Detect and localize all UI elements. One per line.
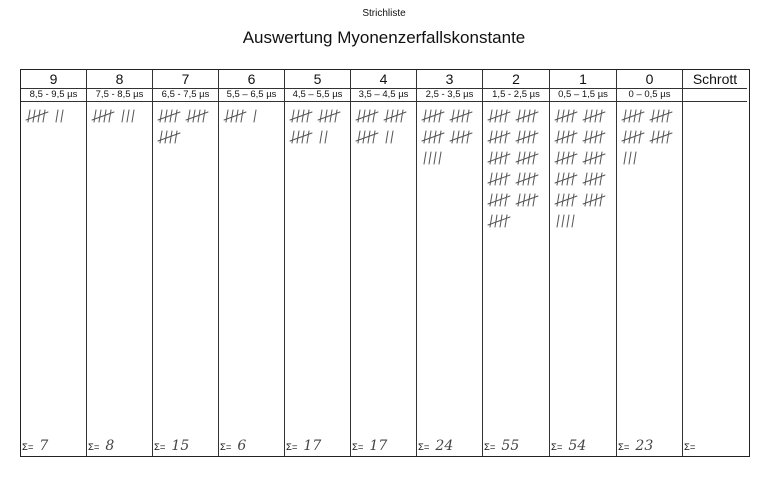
tally-stroke (523, 110, 525, 122)
sum-value: 8 (105, 438, 115, 454)
tally-stroke (629, 110, 631, 122)
sum-value: 23 (635, 438, 654, 454)
column-range: 1,5 - 2,5 µs (483, 89, 549, 102)
tally-stroke (590, 110, 592, 122)
tally-stroke (335, 110, 337, 122)
tally-stroke (160, 131, 162, 143)
tally-group (583, 173, 605, 185)
tally-stroke (391, 110, 393, 122)
tally-stroke (657, 131, 659, 143)
column-range: 3,5 – 4,5 µs (351, 89, 416, 102)
tally-svg (355, 108, 417, 154)
column-range: 5,5 – 6,5 µs (219, 89, 284, 102)
tally-stroke (165, 110, 167, 122)
tally-stroke (505, 194, 507, 206)
tally-group (622, 131, 644, 143)
sum-label: Σ= (352, 442, 364, 453)
tally-marks (487, 108, 549, 238)
column-sum (684, 438, 701, 454)
tally-stroke (634, 152, 636, 164)
tally-stroke (429, 131, 431, 143)
tally-stroke (363, 110, 365, 122)
tally-stroke (518, 173, 520, 185)
tally-stroke (533, 173, 535, 185)
column-range: 7,5 - 8,5 µs (87, 89, 152, 102)
tally-stroke (600, 152, 602, 164)
tally-stroke (424, 110, 426, 122)
tally-stroke (61, 110, 63, 122)
tally-stroke (490, 173, 492, 185)
tally-stroke (307, 110, 309, 122)
column-label: 5 (285, 70, 350, 89)
tally-group (384, 110, 406, 122)
tally-stroke (241, 110, 243, 122)
tally-marks (157, 108, 219, 154)
tally-group (254, 110, 256, 122)
column-sum (88, 438, 114, 454)
tally-stroke (557, 131, 559, 143)
tally-stroke (667, 131, 669, 143)
tally-stroke (600, 194, 602, 206)
tally-group (516, 194, 538, 206)
tally-stroke (590, 152, 592, 164)
tally-stroke (557, 173, 559, 185)
column-8 (87, 70, 153, 456)
tally-stroke (590, 131, 592, 143)
tally-stroke (325, 131, 327, 143)
tally-group (516, 152, 538, 164)
tally-stroke (518, 110, 520, 122)
tally-stroke (160, 110, 162, 122)
column-sum (418, 438, 453, 454)
tally-stroke (495, 194, 497, 206)
tally-stroke (193, 110, 195, 122)
tally-stroke (523, 173, 525, 185)
tally-svg (223, 108, 285, 133)
tally-stroke (94, 110, 96, 122)
tally-stroke (585, 110, 587, 122)
tally-stroke (533, 131, 535, 143)
tally-group (488, 152, 510, 164)
tally-stroke (490, 131, 492, 143)
tally-group (158, 131, 180, 143)
tally-group (224, 110, 246, 122)
tally-stroke (652, 131, 654, 143)
tally-stroke (667, 110, 669, 122)
tally-stroke (562, 152, 564, 164)
column-sum (286, 438, 321, 454)
tally-stroke (358, 131, 360, 143)
tally-marks (421, 108, 483, 175)
tally-stroke (373, 131, 375, 143)
tally-stroke (434, 152, 436, 164)
column-label: 8 (87, 70, 152, 89)
tally-stroke (424, 131, 426, 143)
tally-stroke (439, 131, 441, 143)
column-label: 6 (219, 70, 284, 89)
tally-stroke (505, 110, 507, 122)
tally-stroke (452, 110, 454, 122)
tally-stroke (231, 110, 233, 122)
tally-stroke (28, 110, 30, 122)
tally-stroke (33, 110, 35, 122)
tally-group (488, 215, 510, 227)
tally-group (555, 152, 577, 164)
tally-group (488, 173, 510, 185)
tally-stroke (127, 110, 129, 122)
tally-stroke (452, 131, 454, 143)
tally-stroke (639, 110, 641, 122)
tally-stroke (429, 110, 431, 122)
tally-marks (91, 108, 153, 133)
tally-group (386, 131, 393, 143)
tally-stroke (518, 152, 520, 164)
tally-stroke (43, 110, 45, 122)
tally-marks (355, 108, 417, 154)
sum-label: Σ= (286, 442, 298, 453)
tally-group (290, 110, 312, 122)
column-6 (219, 70, 285, 456)
tally-stroke (401, 110, 403, 122)
sum-label: Σ= (418, 442, 430, 453)
sum-label: Σ= (551, 442, 563, 453)
sum-label: Σ= (154, 442, 166, 453)
tally-group (488, 110, 510, 122)
column-range: 4,5 – 5,5 µs (285, 89, 350, 102)
sum-label: Σ= (484, 442, 496, 453)
tally-svg (487, 108, 549, 238)
tally-stroke (557, 215, 559, 227)
sum-label: Σ= (684, 442, 696, 453)
tally-stroke (523, 131, 525, 143)
tally-stroke (495, 110, 497, 122)
tally-stroke (358, 110, 360, 122)
tally-stroke (572, 173, 574, 185)
sum-label: Σ= (88, 442, 100, 453)
tally-group (555, 194, 577, 206)
tally-svg (25, 108, 87, 133)
tally-stroke (490, 110, 492, 122)
tally-table (20, 69, 750, 457)
tally-svg (554, 108, 616, 238)
tally-marks (289, 108, 351, 154)
tally-stroke (254, 110, 256, 122)
sum-label: Σ= (22, 442, 34, 453)
column-label: 0 (617, 70, 682, 89)
tally-group (650, 131, 672, 143)
tally-stroke (467, 131, 469, 143)
tally-group (26, 110, 48, 122)
tally-stroke (533, 194, 535, 206)
tally-stroke (457, 110, 459, 122)
tally-stroke (562, 194, 564, 206)
tally-stroke (175, 131, 177, 143)
tally-group (450, 131, 472, 143)
tally-stroke (386, 131, 388, 143)
tally-stroke (562, 173, 564, 185)
column-range: 6,5 - 7,5 µs (153, 89, 218, 102)
tally-group (318, 110, 340, 122)
tally-group (650, 110, 672, 122)
tally-stroke (639, 131, 641, 143)
sum-value: 17 (369, 438, 388, 454)
tally-svg (421, 108, 483, 175)
tally-group (158, 110, 180, 122)
tally-stroke (562, 215, 564, 227)
tally-stroke (439, 152, 441, 164)
column-range: 8,5 - 9,5 µs (21, 89, 86, 102)
tally-stroke (175, 110, 177, 122)
tally-group (516, 131, 538, 143)
tally-stroke (490, 194, 492, 206)
tally-group (356, 110, 378, 122)
tally-stroke (109, 110, 111, 122)
tally-stroke (495, 131, 497, 143)
tally-stroke (505, 173, 507, 185)
tally-group (422, 110, 444, 122)
tally-stroke (557, 152, 559, 164)
tally-group (516, 173, 538, 185)
tally-group (488, 131, 510, 143)
sum-label: Σ= (220, 442, 232, 453)
tally-marks (223, 108, 285, 133)
tally-stroke (567, 215, 569, 227)
column-label: 2 (483, 70, 549, 89)
tally-stroke (562, 110, 564, 122)
sum-value: 7 (39, 438, 49, 454)
tally-group (583, 194, 605, 206)
tally-marks (25, 108, 87, 133)
tally-stroke (572, 215, 574, 227)
tally-stroke (624, 110, 626, 122)
tally-group (624, 152, 636, 164)
tally-stroke (557, 194, 559, 206)
tally-stroke (600, 173, 602, 185)
tally-group (555, 173, 577, 185)
tally-stroke (132, 110, 134, 122)
tally-stroke (629, 131, 631, 143)
column-label: 3 (417, 70, 482, 89)
tally-group (92, 110, 114, 122)
tally-stroke (657, 110, 659, 122)
sum-value: 24 (435, 438, 454, 454)
tally-group (583, 152, 605, 164)
tally-stroke (572, 194, 574, 206)
tally-stroke (297, 131, 299, 143)
tally-group (186, 110, 208, 122)
tally-stroke (495, 215, 497, 227)
column-range: 2,5 - 3,5 µs (417, 89, 482, 102)
tally-stroke (165, 131, 167, 143)
tally-stroke (373, 110, 375, 122)
tally-stroke (533, 110, 535, 122)
column-sum (220, 438, 246, 454)
tally-stroke (457, 131, 459, 143)
tally-group (424, 152, 441, 164)
column-2 (483, 70, 550, 456)
tally-marks (554, 108, 616, 238)
tally-stroke (518, 194, 520, 206)
tally-group (488, 194, 510, 206)
column-range (683, 89, 747, 102)
sum-value: 15 (171, 438, 190, 454)
tally-group (356, 131, 378, 143)
column-sum (22, 438, 48, 454)
tally-group (320, 131, 327, 143)
tally-stroke (56, 110, 58, 122)
tally-svg (157, 108, 219, 154)
column-1 (550, 70, 617, 456)
column-0 (617, 70, 683, 456)
tally-stroke (320, 110, 322, 122)
tally-stroke (495, 173, 497, 185)
tally-stroke (590, 173, 592, 185)
tally-svg (91, 108, 153, 133)
sheet-title: Auswertung Myonenzerfallskonstante (242, 28, 526, 47)
tally-stroke (467, 110, 469, 122)
sum-value: 54 (568, 438, 587, 454)
tally-stroke (533, 152, 535, 164)
tally-stroke (292, 131, 294, 143)
column-9 (21, 70, 87, 456)
tally-stroke (624, 152, 626, 164)
tally-group (555, 110, 577, 122)
column-schrott (683, 70, 747, 456)
tally-group (450, 110, 472, 122)
tally-stroke (523, 152, 525, 164)
tally-stroke (585, 173, 587, 185)
tally-group (122, 110, 134, 122)
tally-stroke (629, 152, 631, 164)
column-sum (618, 438, 653, 454)
tally-stroke (495, 152, 497, 164)
tally-group (56, 110, 63, 122)
tally-stroke (424, 152, 426, 164)
tally-stroke (188, 110, 190, 122)
tally-stroke (590, 194, 592, 206)
tally-stroke (226, 110, 228, 122)
column-label: 4 (351, 70, 416, 89)
tally-stroke (557, 110, 559, 122)
tally-marks (621, 108, 683, 175)
tally-group (290, 131, 312, 143)
column-range: 0,5 – 1,5 µs (550, 89, 616, 102)
tally-stroke (490, 215, 492, 227)
column-label: 1 (550, 70, 616, 89)
tally-group (622, 110, 644, 122)
tally-stroke (320, 131, 322, 143)
tally-stroke (562, 131, 564, 143)
tally-stroke (505, 152, 507, 164)
column-sum (484, 438, 519, 454)
tally-stroke (386, 110, 388, 122)
tally-stroke (429, 152, 431, 164)
tally-stroke (122, 110, 124, 122)
tally-stroke (572, 110, 574, 122)
tally-group (557, 215, 574, 227)
tally-group (422, 131, 444, 143)
column-sum (551, 438, 586, 454)
column-3 (417, 70, 483, 456)
tally-group (555, 131, 577, 143)
tally-group (583, 110, 605, 122)
tally-stroke (572, 131, 574, 143)
tally-stroke (203, 110, 205, 122)
tally-stroke (292, 110, 294, 122)
sum-label: Σ= (618, 442, 630, 453)
tally-svg (289, 108, 351, 154)
tally-stroke (505, 215, 507, 227)
sheet-kicker: Strichliste (362, 8, 406, 19)
tally-stroke (600, 131, 602, 143)
tally-group (516, 110, 538, 122)
column-label: 7 (153, 70, 218, 89)
tally-stroke (490, 152, 492, 164)
tally-stroke (572, 152, 574, 164)
tally-stroke (439, 110, 441, 122)
tally-stroke (505, 131, 507, 143)
tally-stroke (307, 131, 309, 143)
tally-svg (621, 108, 683, 175)
tally-stroke (99, 110, 101, 122)
tally-stroke (325, 110, 327, 122)
column-sum (154, 438, 189, 454)
column-4 (351, 70, 417, 456)
column-label: 9 (21, 70, 86, 89)
column-5 (285, 70, 351, 456)
tally-stroke (585, 152, 587, 164)
tally-stroke (518, 131, 520, 143)
tally-stroke (585, 194, 587, 206)
tally-stroke (624, 131, 626, 143)
tally-group (583, 131, 605, 143)
sum-value: 6 (237, 438, 247, 454)
tally-stroke (297, 110, 299, 122)
column-range: 0 – 0,5 µs (617, 89, 682, 102)
sum-value: 17 (303, 438, 322, 454)
tally-stroke (523, 194, 525, 206)
column-7 (153, 70, 219, 456)
tally-stroke (652, 110, 654, 122)
tally-stroke (585, 131, 587, 143)
tally-stroke (391, 131, 393, 143)
column-sum (352, 438, 387, 454)
tally-stroke (600, 110, 602, 122)
tally-stroke (363, 131, 365, 143)
column-label: Schrott (683, 70, 747, 89)
sum-value: 55 (501, 438, 520, 454)
